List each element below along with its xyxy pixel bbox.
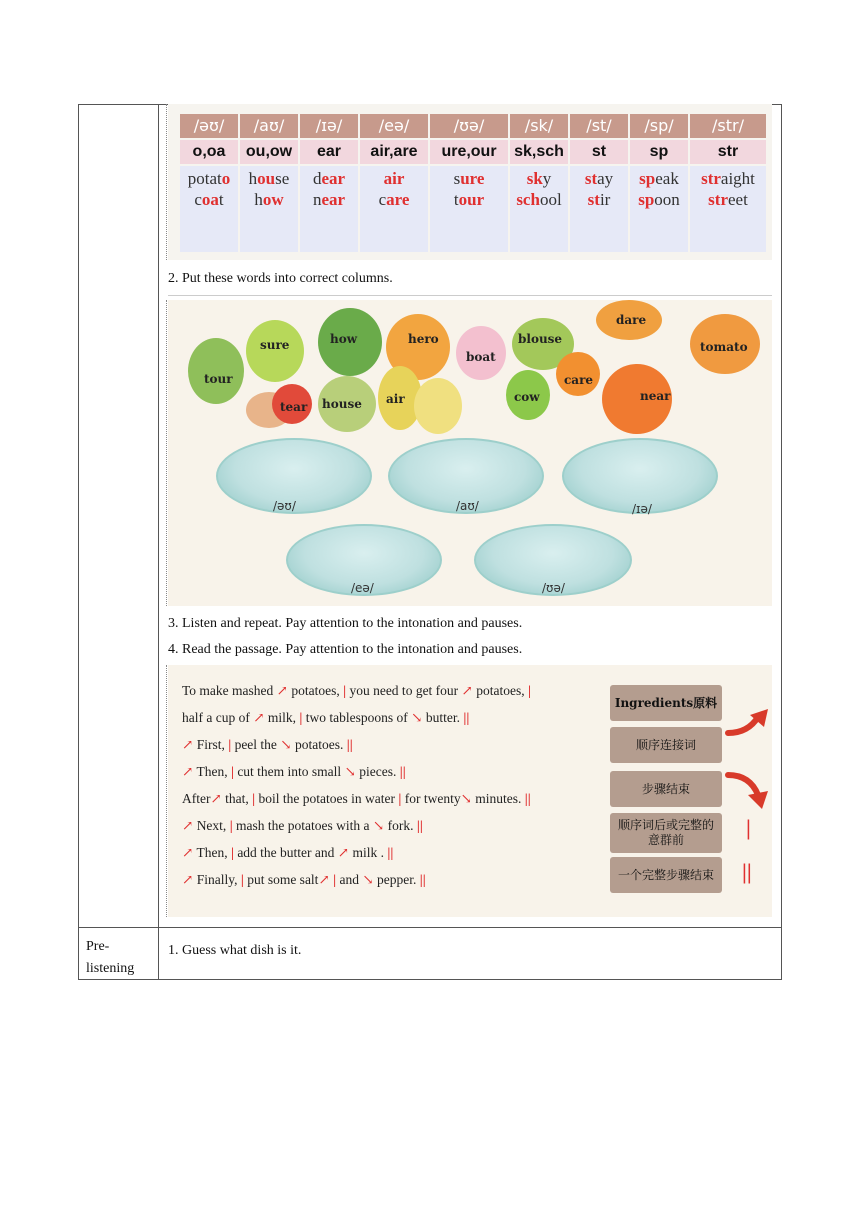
passage-line-1: To make mashed ↗ potatoes, | you need to get four ↗ potatoes, | bbox=[182, 683, 531, 698]
phonics-column bbox=[240, 114, 298, 252]
passage-line-4: ↗ Then, | cut them into small ↘ pieces. || bbox=[182, 764, 406, 779]
example-words bbox=[180, 166, 238, 252]
word-near: near bbox=[640, 389, 671, 403]
word-dare: dare bbox=[616, 313, 647, 327]
reading-panel bbox=[168, 665, 772, 917]
single-pause-mark: | bbox=[746, 815, 751, 840]
example-word: street bbox=[708, 190, 748, 209]
step-4: 4. Read the passage. Pay attention to the intonation and pauses. bbox=[168, 642, 523, 657]
pre-listening-step-1: 1. Guess what dish is it. bbox=[168, 943, 302, 958]
passage-line-5: After↗ that, | boil the potatoes in water | for twenty↘ minutes. || bbox=[182, 791, 531, 806]
example-word: sky bbox=[526, 169, 552, 188]
phonics-column bbox=[300, 114, 358, 252]
phonics-column bbox=[430, 114, 508, 252]
word-air: air bbox=[386, 392, 405, 406]
example-words bbox=[360, 166, 428, 252]
step-3: 3. Listen and repeat. Pay attention to the intonation and pauses. bbox=[168, 616, 523, 631]
dotted-border bbox=[166, 300, 167, 606]
example-words bbox=[690, 166, 766, 252]
word-hero: hero bbox=[408, 332, 439, 346]
example-word: air bbox=[383, 169, 405, 188]
example-word: coat bbox=[194, 190, 224, 209]
example-word: potato bbox=[187, 169, 231, 188]
double-pause-mark: || bbox=[742, 859, 752, 884]
letters-cell: o,oa bbox=[180, 140, 238, 164]
letters-cell: sk,sch bbox=[510, 140, 568, 164]
ipa-header: /sp/ bbox=[630, 114, 688, 138]
legend-step-end: 步骤结束 bbox=[610, 771, 722, 807]
phonics-panel bbox=[168, 104, 772, 260]
example-word: sure bbox=[453, 169, 485, 188]
letters-cell: ear bbox=[300, 140, 358, 164]
plate-2-label: /aʊ/ bbox=[456, 499, 479, 513]
phonics-column bbox=[360, 114, 428, 252]
ipa-header: /st/ bbox=[570, 114, 628, 138]
passage-line-8: ↗ Finally, | put some salt↗ | and ↘ pepper. || bbox=[182, 872, 426, 887]
legend-sequence-words: 顺序连接词 bbox=[610, 727, 722, 763]
plate-5-label: /ʊə/ bbox=[542, 581, 565, 595]
fruit-panel bbox=[168, 300, 772, 606]
example-words bbox=[570, 166, 628, 252]
word-house: house bbox=[322, 397, 362, 411]
dotted-border bbox=[166, 104, 167, 260]
plate-1-label: /əʊ/ bbox=[273, 499, 296, 513]
example-words bbox=[510, 166, 568, 252]
passage-line-6: ↗ Next, | mash the potatoes with a ↘ fork. || bbox=[182, 818, 423, 833]
word-cow: cow bbox=[514, 390, 540, 404]
falling-arrow-icon bbox=[724, 769, 770, 809]
dotted-border bbox=[166, 665, 167, 917]
example-word: how bbox=[254, 190, 284, 209]
letters-cell: st bbox=[570, 140, 628, 164]
example-word: spoon bbox=[638, 190, 680, 209]
word-how: how bbox=[330, 332, 358, 346]
phonics-column bbox=[690, 114, 766, 252]
example-word: stir bbox=[587, 190, 611, 209]
legend-ingredients: Ingredients原料 bbox=[610, 685, 722, 721]
passage-line-2: half a cup of ↗ milk, | two tablespoons of ↘ butter. || bbox=[182, 710, 470, 725]
row-divider bbox=[78, 927, 782, 928]
phonics-column bbox=[180, 114, 238, 252]
pre-listening-label: Pre-listening bbox=[86, 939, 135, 976]
ipa-header: /aʊ/ bbox=[240, 114, 298, 138]
ipa-header: /ʊə/ bbox=[430, 114, 508, 138]
word-boat: boat bbox=[466, 350, 496, 364]
word-tear: tear bbox=[280, 400, 308, 414]
word-tomato: tomato bbox=[700, 340, 748, 354]
passage-line-7: ↗ Then, | add the butter and ↗ milk . || bbox=[182, 845, 394, 860]
example-words bbox=[630, 166, 688, 252]
letters-cell: ou,ow bbox=[240, 140, 298, 164]
letters-cell: sp bbox=[630, 140, 688, 164]
ipa-header: /əʊ/ bbox=[180, 114, 238, 138]
example-words bbox=[300, 166, 358, 252]
legend-single-pause: 顺序词后或完整的意群前 bbox=[610, 813, 722, 853]
divider bbox=[168, 295, 772, 296]
ipa-header: /str/ bbox=[690, 114, 766, 138]
plate-3-label: /ɪə/ bbox=[632, 502, 652, 516]
ipa-header: /sk/ bbox=[510, 114, 568, 138]
phonics-column bbox=[630, 114, 688, 252]
word-sure: sure bbox=[260, 338, 290, 352]
example-word: near bbox=[312, 190, 346, 209]
rising-arrow-icon bbox=[724, 707, 770, 737]
legend-double-pause: 一个完整步骤结束 bbox=[610, 857, 722, 893]
letters-cell: ure,our bbox=[430, 140, 508, 164]
quince bbox=[414, 378, 462, 434]
letters-cell: str bbox=[690, 140, 766, 164]
word-care: care bbox=[564, 373, 594, 387]
phonics-column bbox=[510, 114, 568, 252]
ipa-header: /eə/ bbox=[360, 114, 428, 138]
example-words bbox=[240, 166, 298, 252]
consonant-table bbox=[510, 114, 768, 252]
example-word: straight bbox=[701, 169, 755, 188]
example-word: stay bbox=[584, 169, 614, 188]
vowel-table bbox=[180, 114, 510, 252]
ipa-header: /ɪə/ bbox=[300, 114, 358, 138]
example-words bbox=[430, 166, 508, 252]
example-word: dear bbox=[312, 169, 346, 188]
example-word: house bbox=[248, 169, 290, 188]
example-word: care bbox=[378, 190, 410, 209]
passage-line-3: ↗ First, | peel the ↘ potatoes. || bbox=[182, 737, 353, 752]
word-tour: tour bbox=[204, 372, 233, 386]
phonics-column bbox=[570, 114, 628, 252]
letters-cell: air,are bbox=[360, 140, 428, 164]
step-2: 2. Put these words into correct columns. bbox=[168, 271, 393, 286]
example-word: school bbox=[516, 190, 562, 209]
example-word: tour bbox=[453, 190, 485, 209]
example-word: speak bbox=[639, 169, 679, 188]
column-divider bbox=[158, 104, 159, 980]
word-blouse: blouse bbox=[518, 332, 563, 346]
plate-4-label: /eə/ bbox=[351, 581, 374, 595]
guava bbox=[188, 338, 244, 404]
